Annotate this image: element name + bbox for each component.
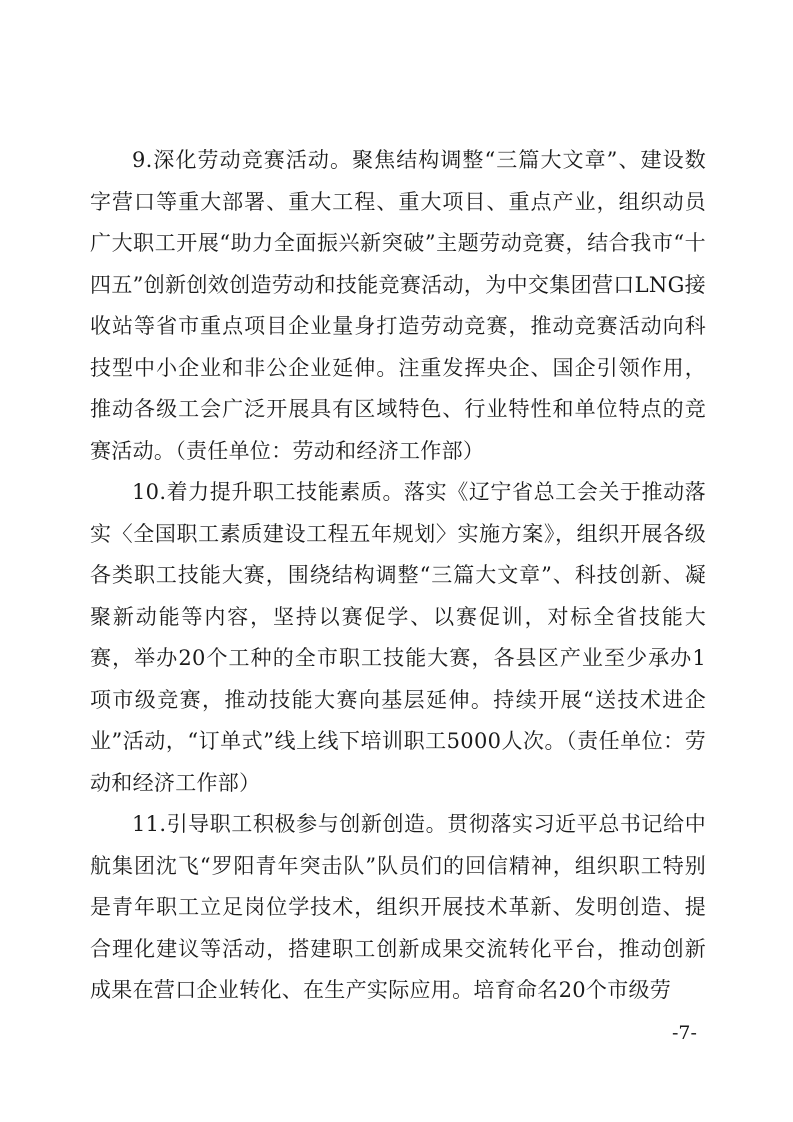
paragraph-item-11: 11.引导职工积极参与创新创造。贯彻落实习近平总书记给中航集团沈飞“罗阳青年突击队”队员们的回信精神，组织职工特别是青年职工立足岗位学技术，组织开展技术革新、发明创造、提合理化建议等活动，搭建职工创新成果交流转化平台，推动创新成果在营口企业转化、在生产实际应用。培育命名20个市级劳 — [90, 812, 706, 1002]
document-body — [90, 140, 706, 1012]
paragraph-item-9: 9.深化劳动竞赛活动。聚焦结构调整“三篇大文章”、建设数字营口等重大部署、重大工程、重大项目、重点产业，组织动员广大职工开展“助力全面振兴新突破”主题劳动竞赛，结合我市“十四五”创新创效创造劳动和技能竞赛活动，为中交集团营口LNG接收站等省市重点项目企业量身打造劳动竞赛，推动竞赛活动向科技型中小企业和非公企业延伸。注重发挥央企、国企引领作用，推动各级工会广泛开展具有区域特色、行业特性和单位特点的竞赛活动。（责任单位：劳动和经济工作部） — [90, 148, 706, 463]
paragraph-item-10: 10.着力提升职工技能素质。落实《辽宁省总工会关于推动落实〈全国职工素质建设工程五年规划〉实施方案》，组织开展各级各类职工技能大赛，围绕结构调整“三篇大文章”、科技创新、凝聚新动能等内容，坚持以赛促学、以赛促训，对标全省技能大赛，举办20个工种的全市职工技能大赛，各县区产业至少承办1项市级竞赛，推动技能大赛向基层延伸。持续开展“送技术进企业”活动，“订单式”线上线下培训职工5000人次。（责任单位：劳动和经济工作部） — [90, 480, 706, 795]
page-number: -7- — [672, 1022, 697, 1044]
